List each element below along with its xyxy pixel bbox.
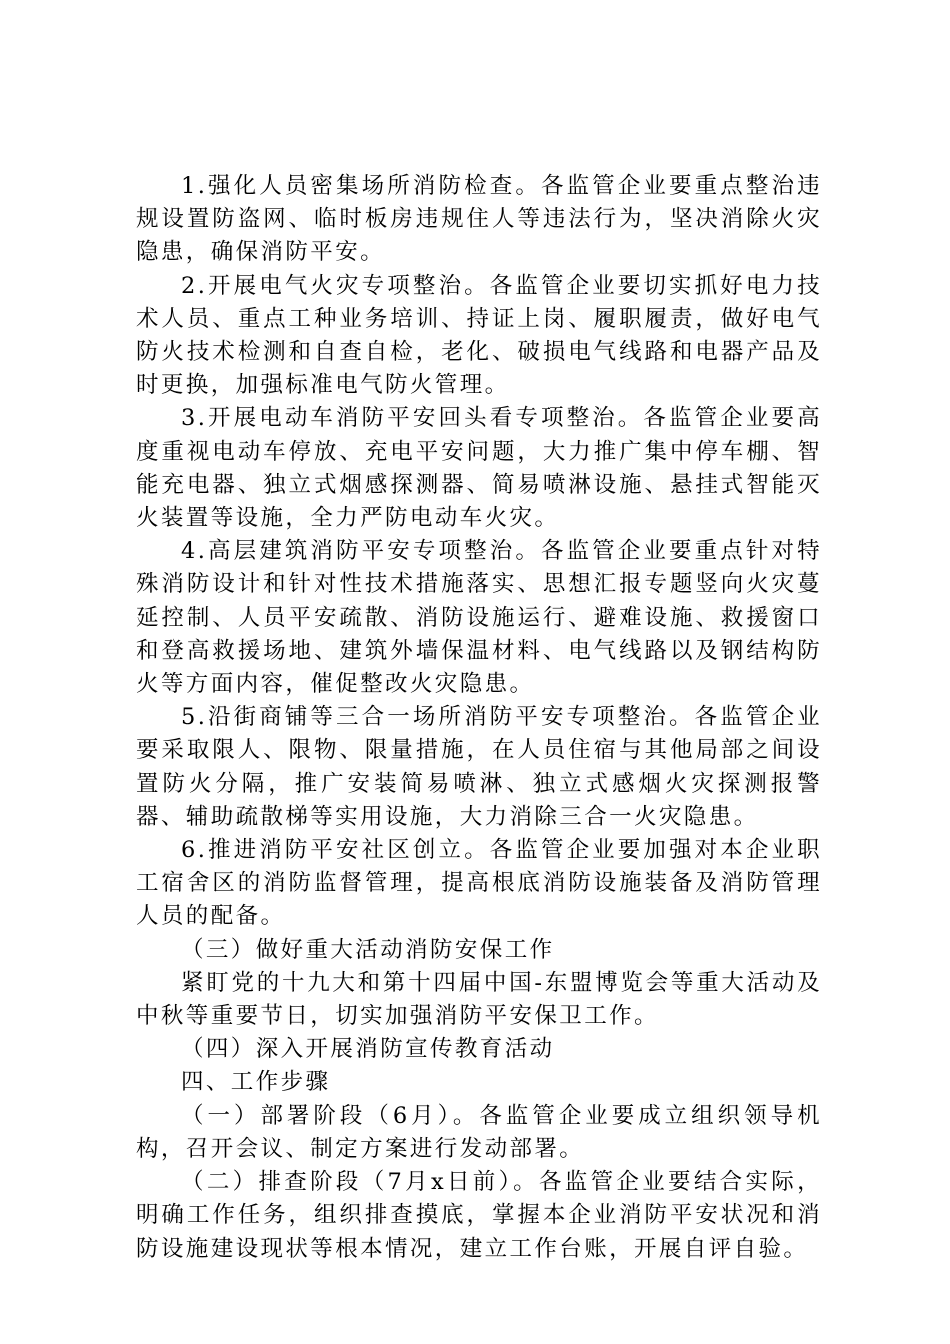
chapter-heading-work-steps: 四、工作步骤	[181, 1069, 331, 1096]
document-body	[136, 170, 822, 1266]
paragraph-deployment-stage: （一）部署阶段（6月）。各监管企业要成立组织领导机构，召开会议、制定方案进行发动部署。	[136, 1102, 822, 1162]
section-heading-3: （三）做好重大活动消防安保工作	[181, 936, 555, 963]
paragraph-item-6: 6.推进消防平安社区创立。各监管企业要加强对本企业职工宿舍区的消防监督管理，提高根底消防设施装备及消防管理人员的配备。	[136, 837, 822, 930]
paragraph-item-2: 2.开展电气火灾专项整治。各监管企业要切实抓好电力技术人员、重点工种业务培训、持证上岗、履职履责，做好电气防火技术检测和自查自检，老化、破损电气线路和电器产品及时更换，加强标准电气防火管理。	[136, 272, 822, 399]
section-heading-4: （四）深入开展消防宣传教育活动	[181, 1036, 555, 1063]
paragraph-item-1: 1.强化人员密集场所消防检查。各监管企业要重点整治违规设置防盗网、临时板房违规住人等违法行为，坚决消除火灾隐患，确保消防平安。	[136, 173, 822, 266]
paragraph-item-3: 3.开展电动车消防平安回头看专项整治。各监管企业要高度重视电动车停放、充电平安问题，大力推广集中停车棚、智能充电器、独立式烟感探测器、简易喷淋设施、悬挂式智能灭火装置等设施，全力严防电动车火灾。	[136, 405, 822, 532]
paragraph-festival-security: 紧盯党的十九大和第十四届中国-东盟博览会等重大活动及中秋等重要节日，切实加强消防平安保卫工作。	[136, 969, 822, 1030]
paragraph-item-5: 5.沿街商铺等三合一场所消防平安专项整治。各监管企业要采取限人、限物、限量措施，在人员住宿与其他局部之间设置防火分隔，推广安装简易喷淋、独立式感烟火灾探测报警器、辅助疏散梯等实用设施，大力消除三合一火灾隐患。	[136, 704, 822, 830]
paragraph-inspection-stage: （二）排查阶段（7月x日前）。各监管企业要结合实际，明确工作任务，组织排查摸底，掌握本企业消防平安状况和消防设施建设现状等根本情况，建立工作台账，开展自评自验。	[136, 1169, 822, 1262]
paragraph-item-4: 4.高层建筑消防平安专项整治。各监管企业要重点针对特殊消防设计和针对性技术措施落实、思想汇报专题竖向火灾蔓延控制、人员平安疏散、消防设施运行、避难设施、救援窗口和登高救援场地、建筑外墙保温材料、电气线路以及钢结构防火等方面内容，催促整改火灾隐患。	[136, 538, 822, 698]
